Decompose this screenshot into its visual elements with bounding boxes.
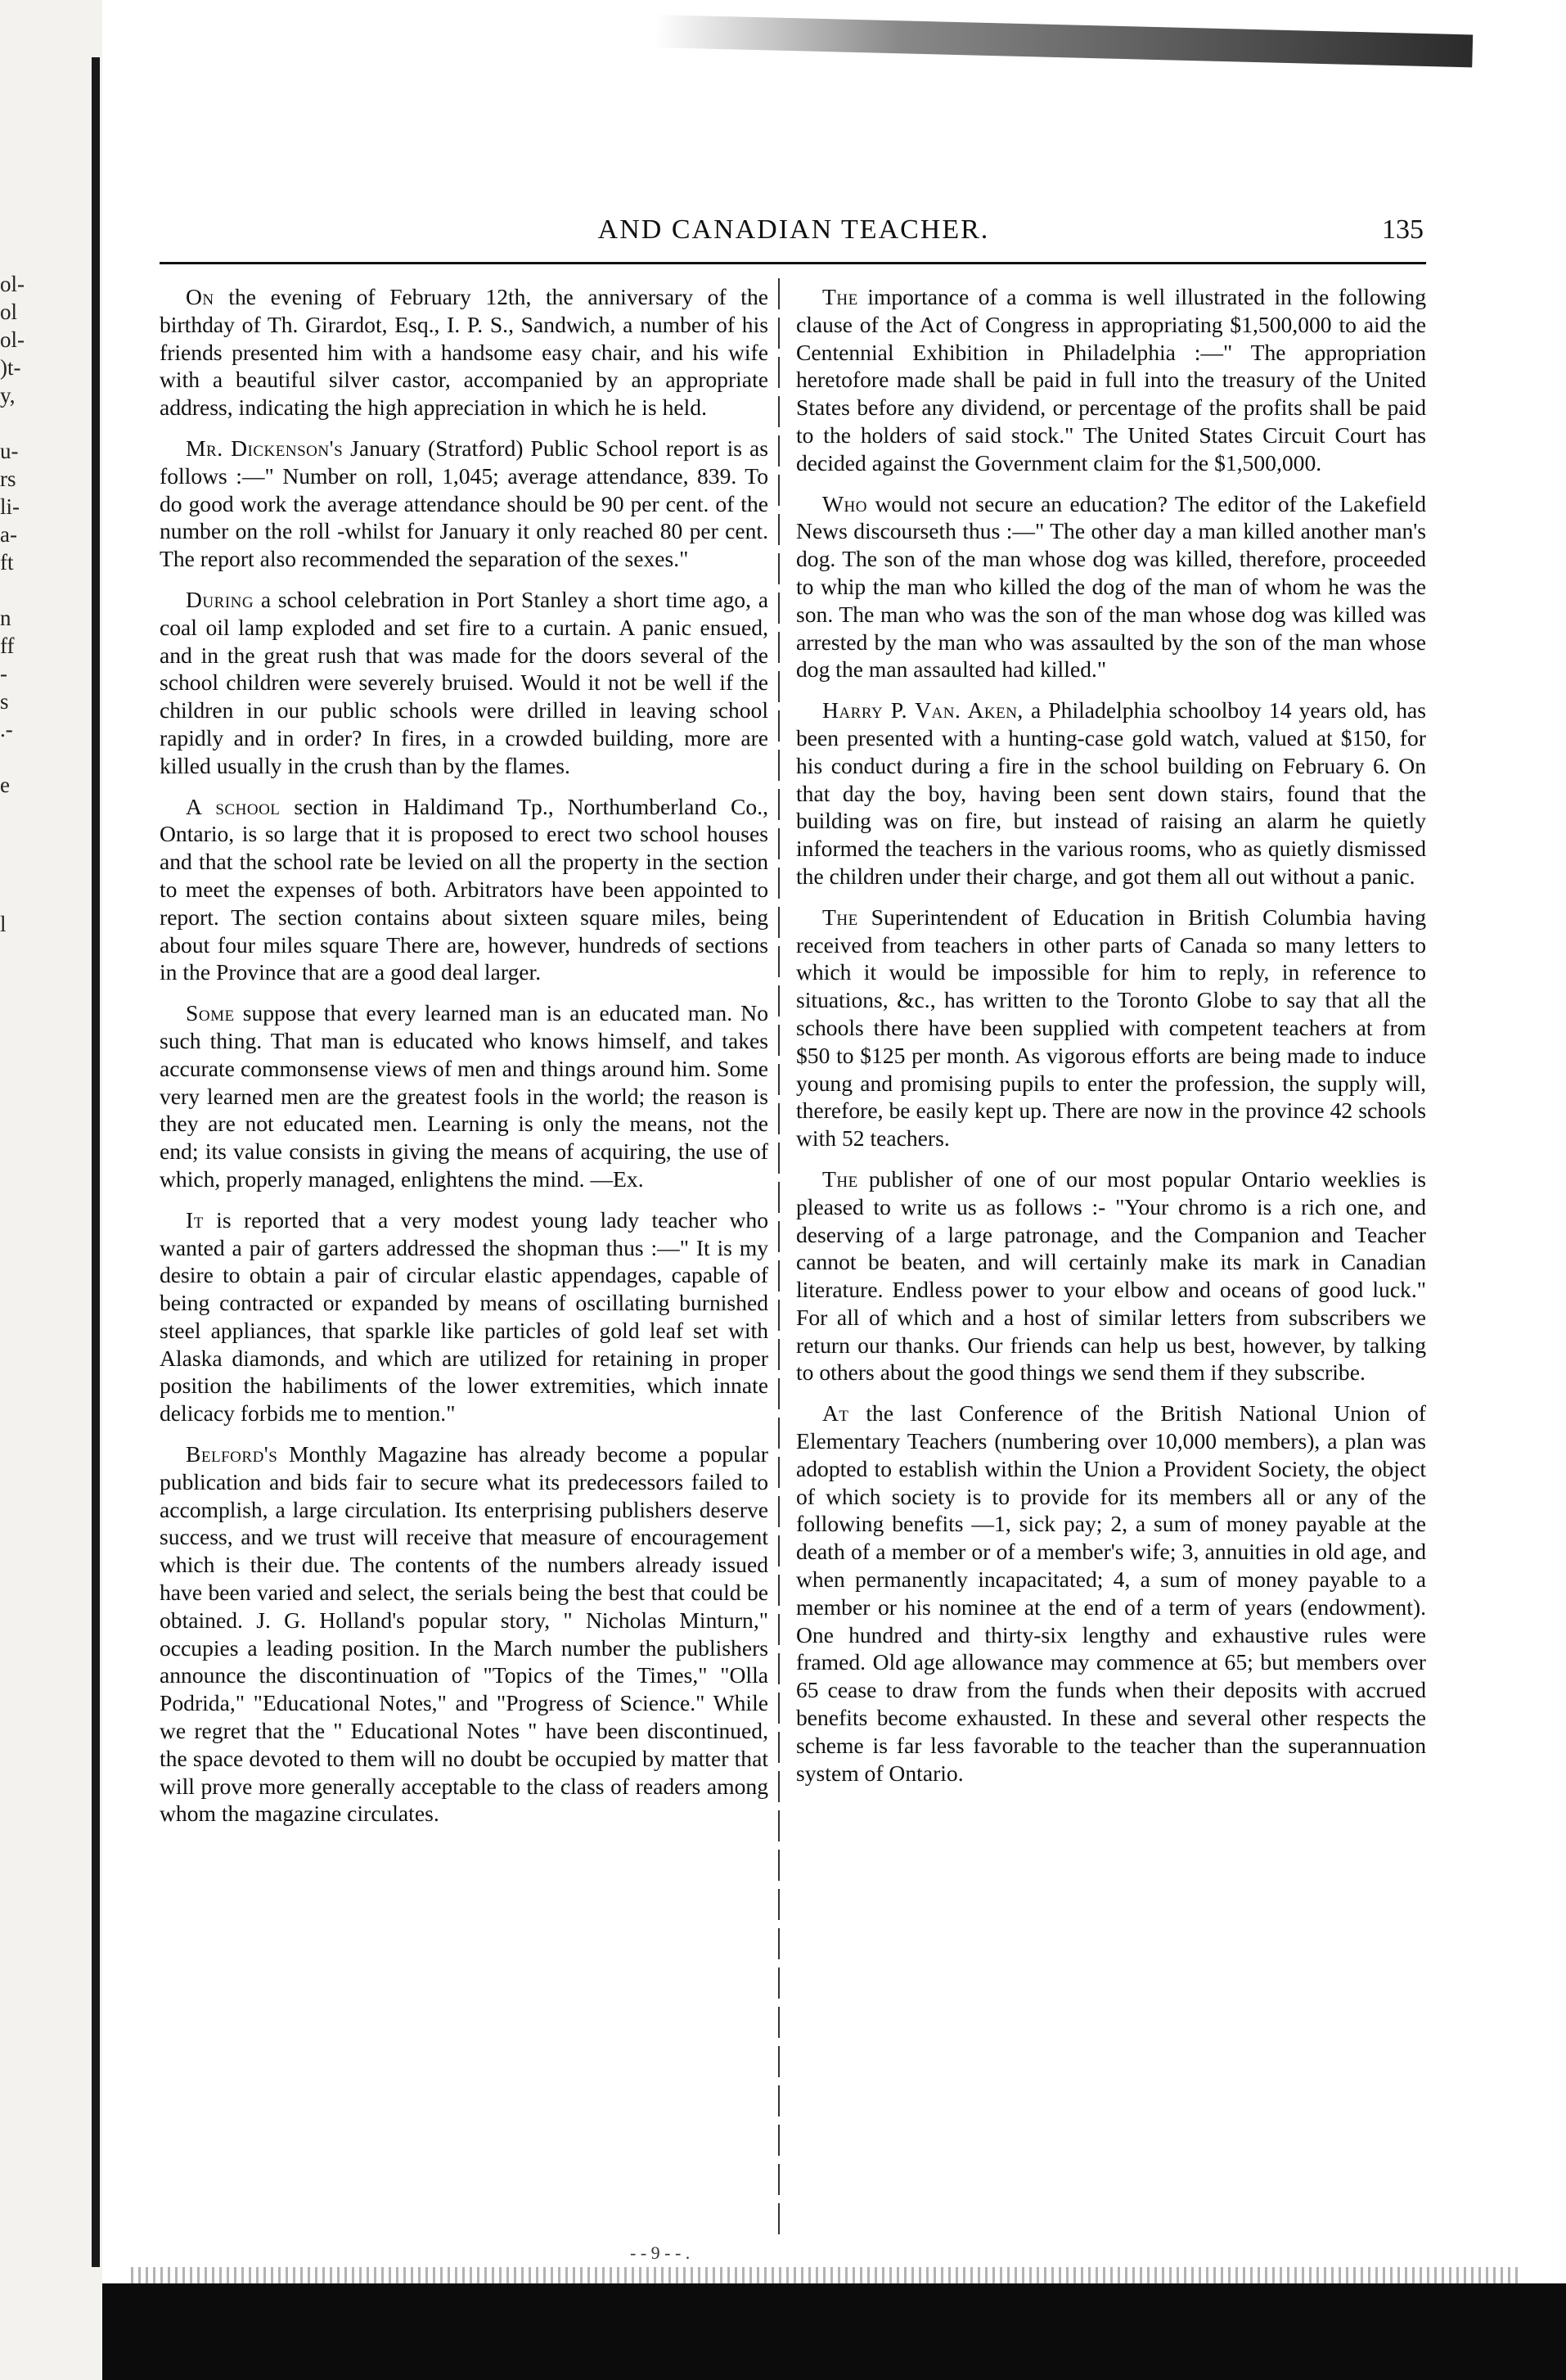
article-belfords-magazine: Belford's Monthly Magazine has already become a popular publication and bids fair to secure what its predecessors failed to accomplish, a large circulation. Its enterprising publishers deserve success, and we trust will receive that measure of encouragement which is their due. The contents of the numbers already issued have been varied and select, the serials being the best that could be obtained. J. G. Holland's popular story, " Nicholas Minturn," occupies a leading position. In the March number the publishers announce the discontinuation of "Topics of the Times," "Olla Podrida," "Educational Notes," and "Progress of Science." While we regret that the " Educational Notes " have been discontinued, the space devoted to them will no doubt be occupied by matter that will prove more generally acceptable to the class of readers among whom the magazine circulates. [160, 1441, 768, 1827]
bleed-fragment: ft [0, 550, 14, 575]
right-column [796, 283, 1426, 1800]
bleed-fragment: y, [0, 383, 16, 408]
bleed-fragment: l [0, 912, 7, 936]
footer-mark: - - 9 - - . [630, 2243, 691, 2263]
header-rule [160, 262, 1426, 264]
scan-bottom-shadow [102, 2283, 1566, 2380]
bleed-fragment: s [0, 689, 9, 714]
article-learned-man: Some suppose that every learned man is an educated man. No such thing. That man is educated who knows himself, and takes accurate commonsense views of men and things around him. Some very learned men are the greatest fools in the world; the reason is they are not educated men. Learning is only the means, not the end; its value consists in giving the means of acquiring, the use of which, properly managed, enlightens the mind. —Ex. [160, 1000, 768, 1192]
column-divider [778, 278, 780, 2236]
article-provident-society: At the last Conference of the British National Union of Elementary Teachers (numbering over 10,000 members), a plan was adopted to establish within the Union a Provident Society, the object of which society is to provide for its members all or any of the following benefits —1, sick pay; 2, a sum of money payable at the death of a member or of a member's wife; 3, annuities in old age, and when permanently incapacitated; 4, a sum of money payable to a member or his nominee at the end of a term of years (endowment). One hundred and thirty-six lengthy and exhaustive rules were framed. Old age allowance may commence at 65; but members over 65 cease to draw from the funds when their deposits with accrued benefits become exhausted. In these and several other respects the scheme is far less favorable to the teacher than the superannuation system of Ontario. [796, 1400, 1426, 1786]
bleed-fragment: n [0, 606, 11, 630]
article-harry-van-aken: Harry P. Van. Aken, a Philadelphia schoolboy 14 years old, has been presented with a hunting-case gold watch, valued at $150, for his conduct during a fire in the school building on February 6. On that day the boy, having been sent down stairs, found that the building was on fire, but instead of raising an alarm he quietly informed the teachers in the various rooms, who as quietly dismissed the children under their charge, and got them all out without a panic. [796, 697, 1427, 889]
bleed-fragment: ol- [0, 272, 25, 296]
bleed-fragment [0, 576, 49, 604]
bleed-fragment: )t- [0, 355, 21, 380]
bleed-fragment [0, 827, 49, 854]
bleed-fragment: ol- [0, 327, 25, 352]
article-lakefield-news: Who would not secure an education? The editor of the Lakefield News discourseth thus :—" The other day a man killed another man's dog. The son of the man whose dog was killed, therefore, proceeded to whip the man who killed the dog of the man of whom he was the son. The man who was the son of the man whose dog was killed was arrested by the man who was assaulted by the son of the man whose dog the man assaulted had killed." [796, 490, 1426, 683]
previous-page-bleed [0, 270, 49, 938]
bleed-fragment [0, 799, 49, 827]
bleed-fragment: e [0, 773, 10, 797]
bleed-fragment: .- [0, 717, 13, 741]
bleed-fragment: rs [0, 467, 16, 491]
bleed-fragment [0, 743, 49, 771]
bleed-fragment [0, 409, 49, 437]
article-port-stanley-fire: During a school celebration in Port Stanley a short time ago, a coal oil lamp exploded and set fire to a curtain. A panic ensued, and in the great rush that was made for the doors several of the school children were severely bruised. Would it not be well if the children in our public schools were drilled in leaving school rapidly and in order? In fires, in a crowded building, more are killed usually in the crush than by the flames. [160, 586, 768, 778]
bleed-fragment: ol [0, 300, 18, 324]
article-ontario-publisher: The publisher of one of our most popular Ontario weeklies is pleased to write us as follows :- "Your chromo is a rich one, and deserving of a large patronage, and the Companion and Teacher cannot be beaten, and will certainly make its mark in Canadian literature. Endless power to your elbow and oceans of good luck." For all of which and a host of similar letters from subscribers we return our thanks. Our friends can help us best, however, by talking to others about the good things we send them if they subscribe. [796, 1165, 1426, 1386]
bleed-fragment: ff [0, 633, 15, 658]
article-modest-lady: It is reported that a very modest young lady teacher who wanted a pair of garters addressed the shopman thus :—" It is my desire to obtain a pair of circular elastic appendages, capable of being contracted or expanded by means of oscillating burnished steel appliances, that sparkle like particles of gold leaf set with Alaska diamonds, and which are utilized for retaining in proper position the habiliments of the lower extremities, which innate delicacy forbids me to mention." [160, 1206, 768, 1427]
article-dickenson-report: Mr. Dickenson's January (Stratford) Public School report is as follows :—" Number on roll, 1,045; average attendance, 839. To do good work the average attendance should be 90 per cent. of the number on the roll -whilst for January it only reached 80 per cent. The report also recommended the separation of the sexes." [160, 435, 769, 572]
article-british-columbia: The Superintendent of Education in British Columbia having received from teachers in other parts of Canada so many letters to which it would be impossible for him to reply, in reference to situations, &c., has written to the Toronto Globe to say that all the schools there have been supplied with competent teachers at from $50 to $125 per month. As vigorous efforts are being made to induce young and promising pupils to enter the profession, the supply will, therefore, be easily kept up. There are now in the province 42 schools with 52 teachers. [796, 904, 1426, 1152]
article-comma-importance: The importance of a comma is well illustrated in the following clause of the Act of Congress in appropriating $1,500,000 to aid the Centennial Exhibition in Philadelphia :—" The appropriation heretofore made shall be paid in full into the treasury of the United States before any dividend, or percentage of the profits shall be paid to the holders of said stock." The United States Circuit Court has decided against the Government claim for the $1,500,000. [796, 284, 1426, 476]
article-haldimand-section: A school section in Haldimand Tp., Northumberland Co., Ontario, is so large that it is proposed to erect two school houses and that the school rate be levied on all the property in the section to meet the expenses of both. Arbitrators have been appointed to report. The section contains about sixteen square miles, being about four miles square There are, however, hundreds of sections in the Province that are a good deal larger. [160, 793, 769, 985]
bleed-fragment [0, 854, 49, 882]
page-binding-edge [92, 57, 100, 2267]
bleed-fragment: a- [0, 522, 17, 547]
bleed-fragment: li- [0, 494, 20, 519]
bleed-fragment [0, 882, 49, 910]
page-number: 135 [1382, 214, 1424, 245]
running-head: AND CANADIAN TEACHER. [597, 214, 990, 245]
article-girardot: On the evening of February 12th, the anniversary of the birthday of Th. Girardot, Esq., I. P. S., Sandwich, a number of his friends presented him with a handsome easy chair, and his wife with a beautiful silver castor, accompanied by an appropriate address, indicating the high appreciation in which he is held. [160, 284, 768, 421]
bleed-fragment: - [0, 661, 7, 686]
bleed-fragment: u- [0, 439, 19, 463]
left-column [160, 283, 768, 1841]
scan-bottom-noise [131, 2267, 1522, 2285]
